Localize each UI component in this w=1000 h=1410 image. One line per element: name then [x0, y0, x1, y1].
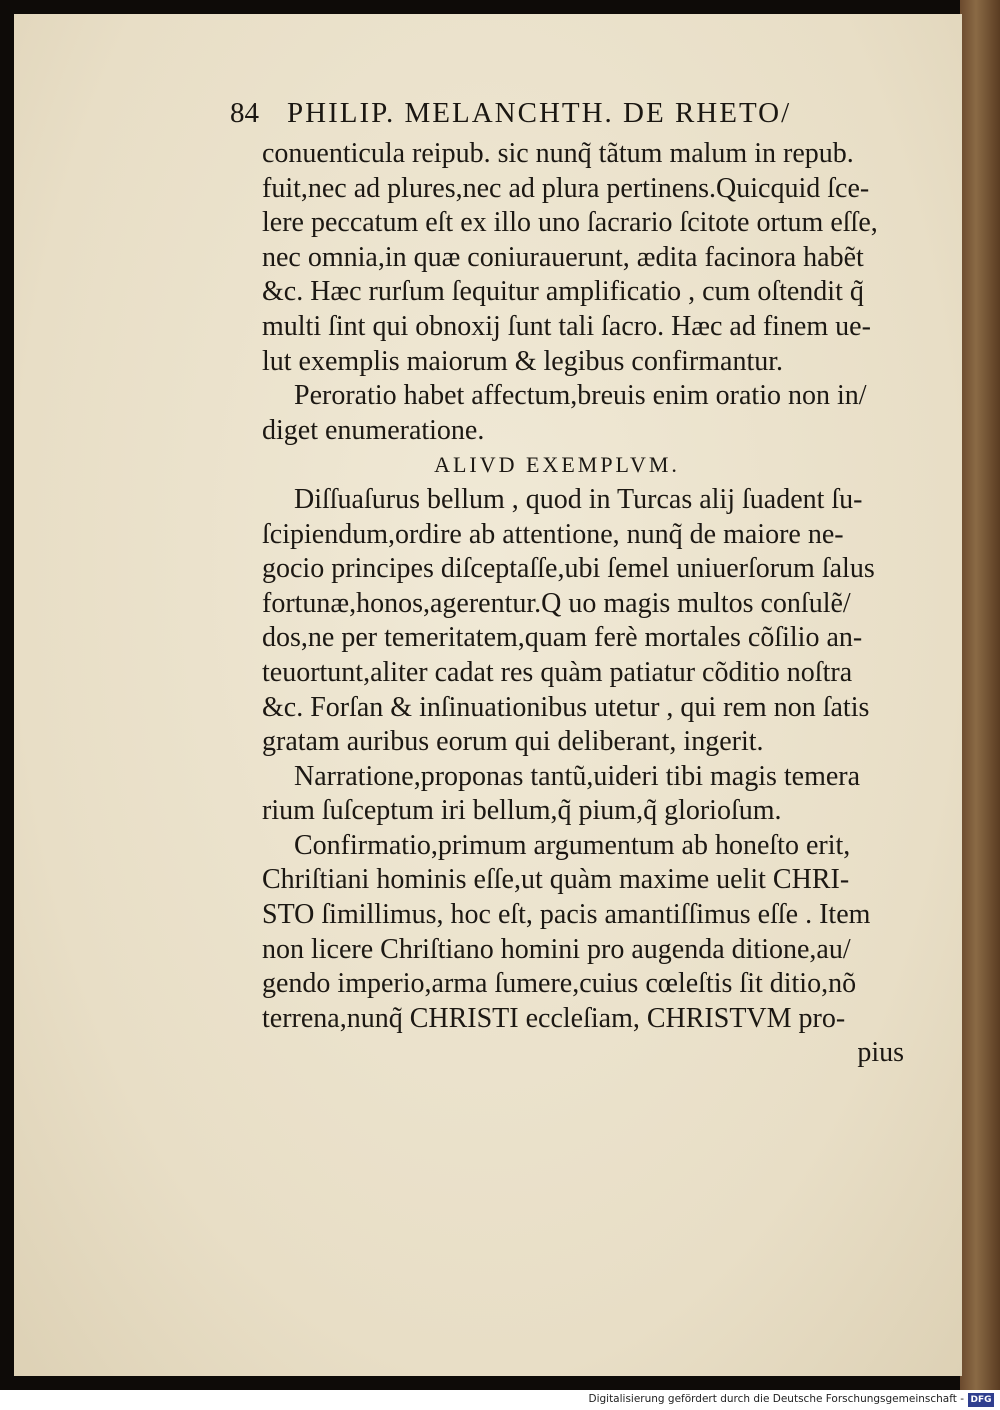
text-line: Narratione,proponas tantũ,uideri tibi magis temera	[294, 760, 861, 792]
text-line: conuenticula reipub. sic nunq̃ tãtum malum in repub.	[262, 138, 854, 169]
text-line: STO ſimillimus, hoc eſt, pacis amantiſſimus eſſe . Item	[262, 899, 871, 931]
section-heading: ALIVD EXEMPLVM.	[434, 452, 680, 478]
text-line: Peroratio habet affectum,breuis enim oratio non in/	[294, 380, 867, 412]
text-line: gendo imperio,arma ſumere,cuius cœleſtis ſit ditio,nõ	[262, 968, 857, 1000]
text-line: non licere Chriſtiano homini pro augenda ditione,au/	[262, 933, 851, 965]
text-line: lut exemplis maiorum & legibus confirmantur.	[262, 345, 784, 377]
text-line: teuortunt,aliter cadat res quàm patiatur cõditio noſtra	[262, 656, 853, 688]
book-page-edge	[960, 0, 1000, 1390]
text-line: gocio principes diſceptaſſe,ubi ſemel uniuerſorum ſalus	[262, 553, 875, 585]
funding-notice: Digitalisierung gefördert durch die Deutsche Forschungsgemeinschaft -	[588, 1393, 964, 1405]
text-line: Diſſuaſurus bellum , quod in Turcas alij ſuadent ſu-	[294, 483, 863, 515]
text-line: &c. Hæc rurſum ſequitur amplificatio , cum oſtendit q̃	[262, 276, 864, 308]
text-line: Confirmatio,primum argumentum ab honeſto erit,	[294, 829, 851, 861]
text-line: Chriſtiani hominis eſſe,ut quàm maxime uelit CHRI-	[262, 864, 850, 896]
text-block	[262, 137, 912, 1071]
text-line: terrena,nunq̃ CHRISTI eccleſiam, CHRISTVM pro-	[262, 1002, 846, 1034]
text-line: &c. Forſan & inſinuationibus utetur , qui rem non ſatis	[262, 691, 870, 723]
dfg-logo-icon: DFG	[968, 1393, 994, 1407]
text-line: gratam auribus eorum qui deliberant, ingerit.	[262, 726, 764, 758]
digitization-footer	[0, 1390, 1000, 1410]
text-line: fortunæ,honos,agerentur.Q uo magis multos conſulẽ/	[262, 587, 851, 619]
running-header	[230, 97, 830, 130]
text-line: diget enumeratione.	[262, 414, 485, 446]
catchword: pius	[857, 1037, 904, 1069]
text-line: fuit,nec ad plures,nec ad plura pertinens.Quicquid ſce-	[262, 172, 870, 204]
page-number: 84	[230, 97, 259, 129]
running-head-title: PHILIP. MELANCHTH. DE RHETO/	[287, 97, 792, 129]
text-line: multi ſint qui obnoxij ſunt tali ſacro. Hæc ad finem ue-	[262, 310, 871, 342]
text-line: nec omnia,in quæ coniurauerunt, ædita facinora habẽt	[262, 241, 864, 273]
text-line: lere peccatum eſt ex illo uno ſacrario ſcitote ortum eſſe,	[262, 207, 878, 239]
text-line: ſcipiendum,ordire ab attentione, nunq̃ de maiore ne-	[262, 518, 844, 550]
text-line: dos,ne per temeritatem,quam ferè mortales cõſilio an-	[262, 622, 863, 654]
text-line: rium ſuſceptum iri bellum,q̃ pium,q̃ glorioſum.	[262, 795, 782, 827]
